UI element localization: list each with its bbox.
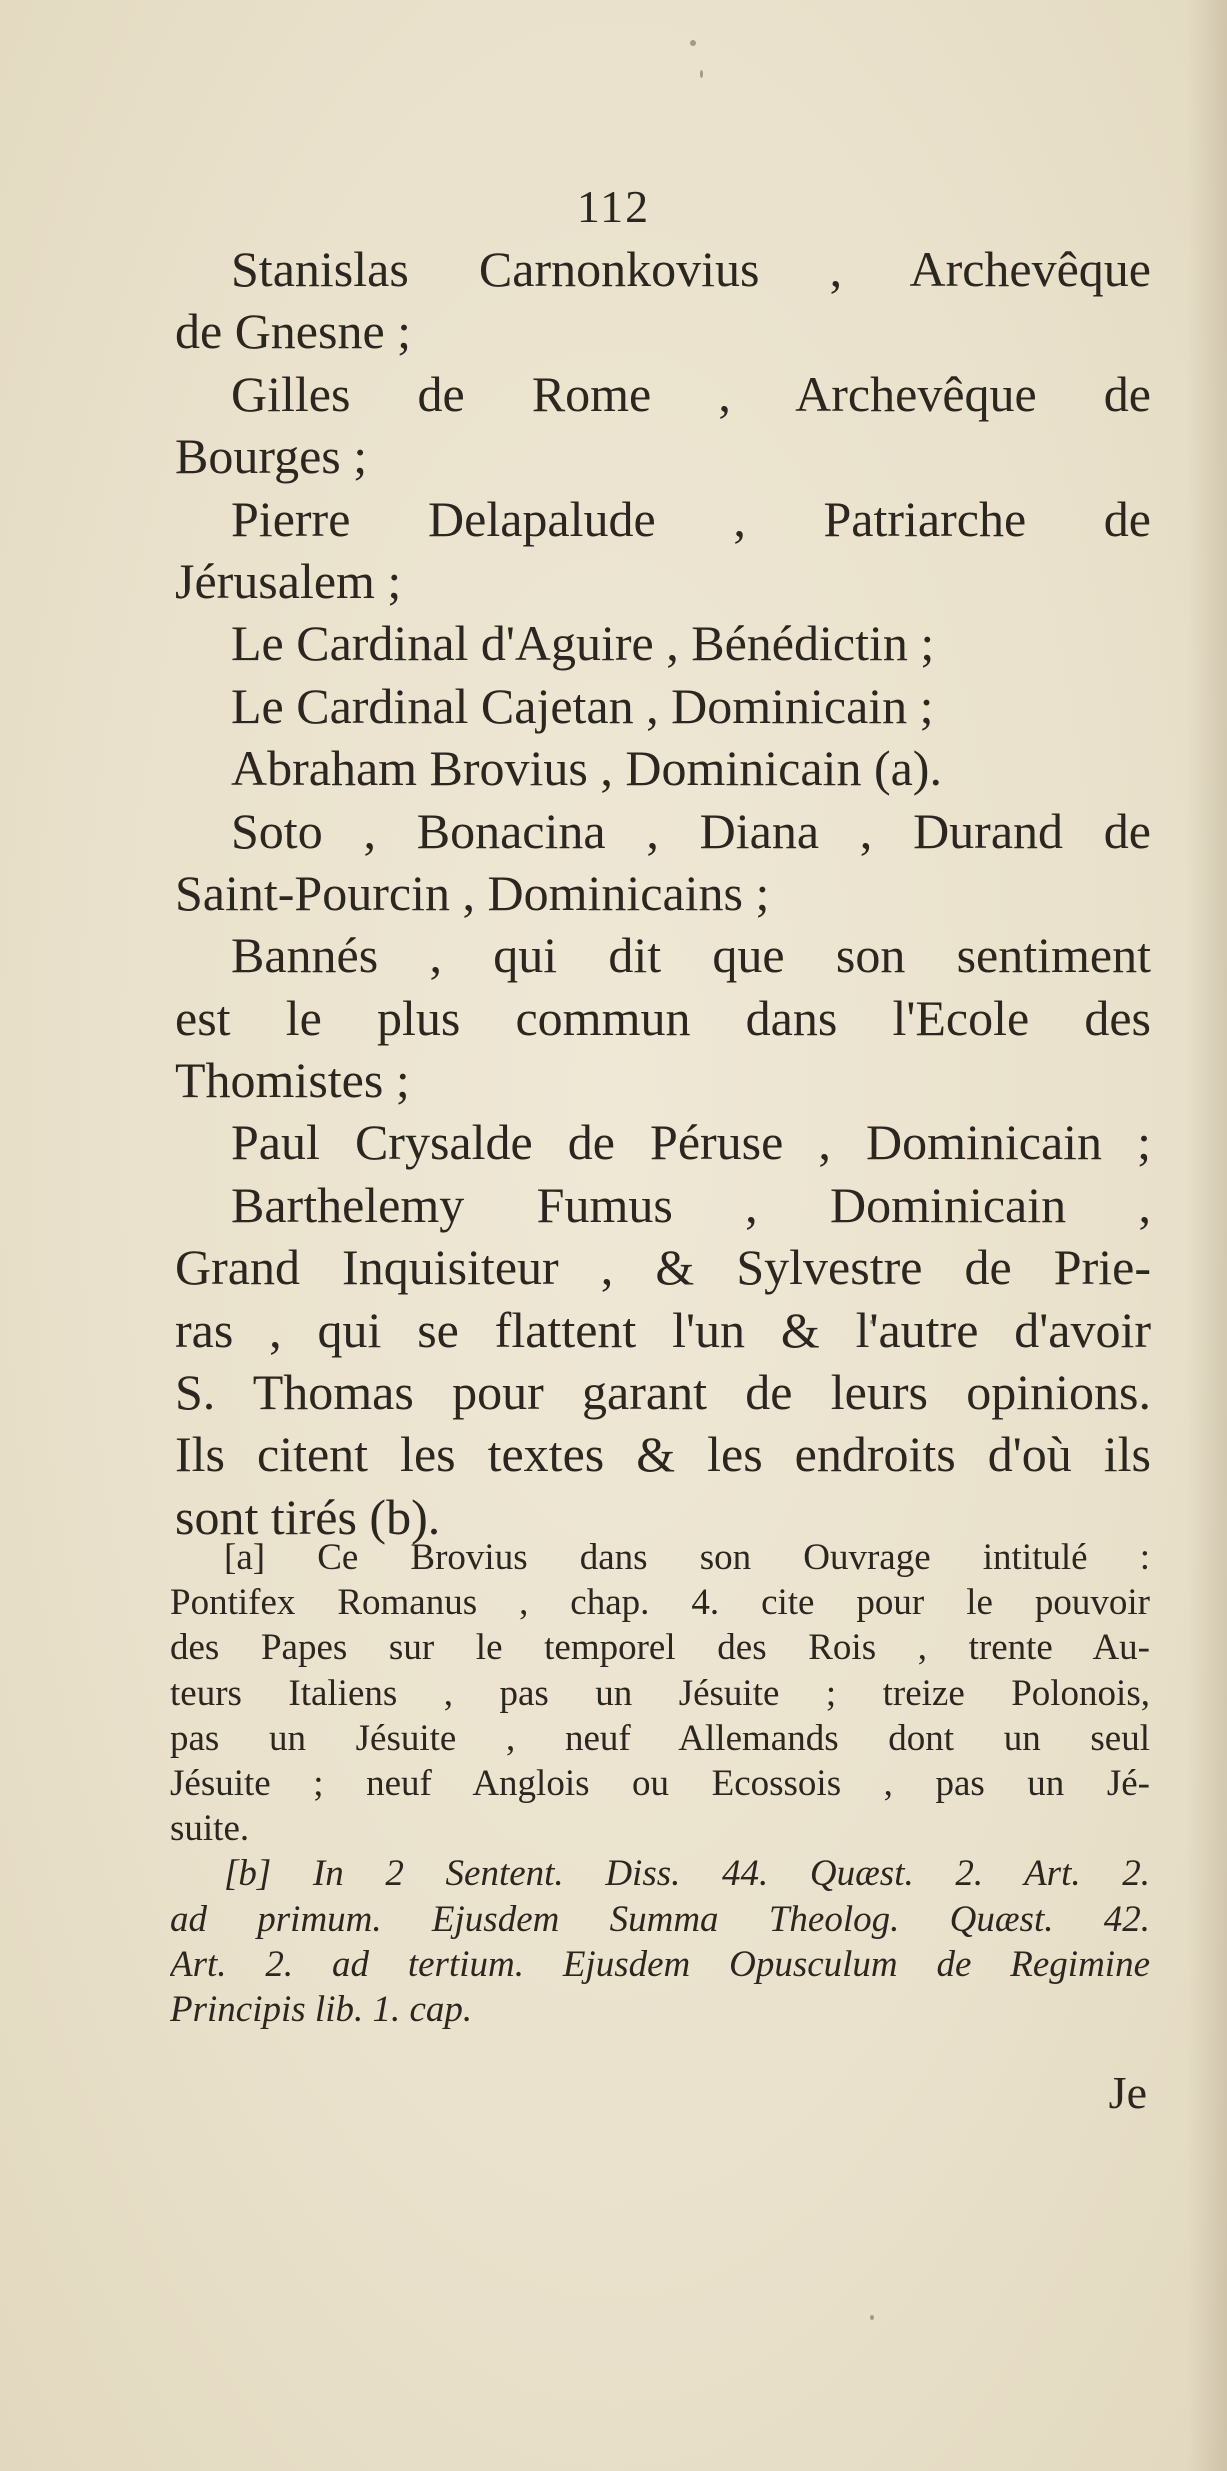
footnote-line: [a] Ce Brovius dans son Ouvrage intitulé : [224, 1537, 1150, 1578]
footnotes [170, 1535, 1150, 2032]
footnote-line: Art. 2. ad tertium. Ejusdem Opusculum de Regimine [170, 1943, 1150, 1985]
text-line: Bourges ; [175, 428, 368, 485]
text-line: Ils citent les textes & les endroits d'où ils [175, 1426, 1151, 1483]
footnote-line: ad primum. Ejusdem Summa Theolog. Quæst. 42. [170, 1898, 1150, 1940]
footnote-line: Jésuite ; neuf Anglois ou Ecossois , pas un Jé- [170, 1762, 1150, 1804]
text-line: Le Cardinal d'Aguire , Bénédictin ; [231, 615, 935, 672]
text-line: Le Cardinal Cajetan , Dominicain ; [231, 677, 934, 734]
paper-speck [870, 2315, 874, 2320]
text-line: Thomistes ; [175, 1052, 410, 1109]
text-line: Paul Crysalde de Péruse , Dominicain ; [231, 1114, 1151, 1171]
footnote-line: Pontifex Romanus , chap. 4. cite pour le pouvoir [170, 1582, 1150, 1624]
page-edge-shadow [1187, 0, 1227, 2471]
footnote-line: des Papes sur le temporel des Rois , trente Au- [170, 1627, 1150, 1669]
text-line: Saint-Pourcin , Dominicains ; [175, 864, 770, 921]
text-line: Soto , Bonacina , Diana , Durand de [231, 802, 1151, 859]
text-line: est le plus commun dans l'Ecole des [175, 989, 1151, 1046]
footnote-line: suite. [170, 1808, 250, 1850]
text-line: Gilles de Rome , Archevêque de [231, 365, 1151, 422]
text-line: Barthelemy Fumus , Dominicain , [231, 1176, 1151, 1233]
text-line: ras , qui se flattent l'un & l'autre d'avoir [175, 1301, 1151, 1358]
page-number: 112 [576, 181, 651, 232]
catchword: Je [1108, 2067, 1147, 2118]
text-line: Pierre Delapalude , Patriarche de [231, 490, 1151, 547]
footnote-line: pas un Jésuite , neuf Allemands dont un seul [170, 1717, 1150, 1759]
text-line: Stanislas Carnonkovius , Archevêque [231, 241, 1151, 297]
footnote-line: [b] In 2 Sentent. Diss. 44. Quæst. 2. Art. 2. [224, 1853, 1150, 1895]
text-line: Jérusalem ; [175, 552, 402, 609]
text-line: de Gnesne ; [175, 303, 412, 360]
text-line: Bannés , qui dit que son sentiment [231, 927, 1151, 984]
text-line: sont tirés (b). [175, 1488, 441, 1545]
text-line: Abraham Brovius , Dominicain (a). [231, 740, 942, 797]
paper-speck [700, 70, 703, 78]
text-line: S. Thomas pour garant de leurs opinions. [175, 1364, 1151, 1421]
body-text [175, 238, 1151, 1548]
footnote-line: teurs Italiens , pas un Jésuite ; treize Polonois, [170, 1672, 1150, 1714]
footnote-line: Principis lib. 1. cap. [170, 1988, 473, 2030]
text-line: Grand Inquisiteur , & Sylvestre de Prie- [175, 1239, 1151, 1296]
paper-speck [690, 40, 696, 46]
